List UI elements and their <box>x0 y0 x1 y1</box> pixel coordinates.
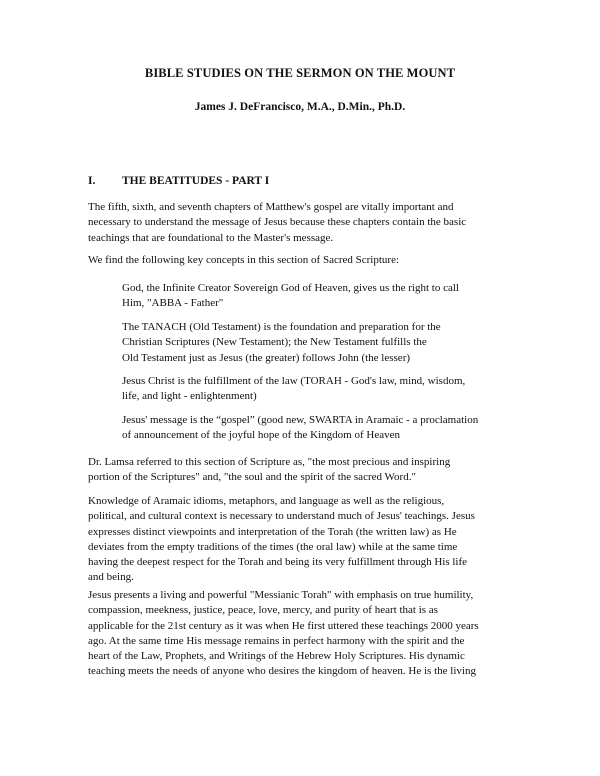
concept-item <box>122 281 522 312</box>
paragraph-line: We find the following key concepts in this section of Sacred Scripture: <box>88 254 400 266</box>
document-title: BIBLE STUDIES ON THE SERMON ON THE MOUNT <box>144 66 456 80</box>
concept-item <box>122 374 522 405</box>
paragraph-line: and being. <box>88 571 134 584</box>
concept-item <box>122 320 522 366</box>
paragraph-messianic-torah <box>88 588 528 680</box>
paragraph-line: teachings that are foundational to the Master's message. <box>88 231 334 244</box>
paragraph-line: Knowledge of Aramaic idioms, metaphors, and language as well as the religious, <box>88 495 445 507</box>
paragraph-line: teaching meets the needs of anyone who desires the kingdom of heaven. He is the living <box>88 665 476 678</box>
paragraph-line: necessary to understand the message of Jesus because these chapters contain the basic <box>88 216 467 229</box>
paragraph-line: God, the Infinite Creator Sovereign God of Heaven, gives us the right to call <box>122 282 459 294</box>
section-title: THE BEATITUDES - PART I <box>122 175 270 187</box>
paragraph-line: having the deepest respect for the Torah and being its very fulfillment through His life <box>88 556 468 569</box>
paragraph-line: Him, "ABBA - Father" <box>122 297 224 310</box>
paragraph-line: of announcement of the joyful hope of the Kingdom of Heaven <box>122 429 400 442</box>
paragraph-line: Jesus Christ is the fulfillment of the law (TORAH - God's law, mind, wisdom, <box>122 375 466 387</box>
paragraph-line: portion of the Scriptures" and, "the soul and the spirit of the sacred Word." <box>88 471 416 484</box>
paragraph-aramaic <box>88 494 528 586</box>
paragraph-line: Jesus presents a living and powerful "Messianic Torah" with emphasis on true humility, <box>88 589 474 601</box>
document-author: James J. DeFrancisco, M.A., D.Min., Ph.D. <box>194 101 406 113</box>
paragraph-line: deviates from the empty traditions of the times (the oral law) while at the same time <box>88 540 458 553</box>
paragraph-line: Christian Scriptures (New Testament); the New Testament fulfills the <box>122 336 427 349</box>
paragraph-line: expresses distinct viewpoints and interpretation of the Torah (the written law) as He <box>88 525 457 538</box>
paragraph-key-concepts <box>88 253 528 268</box>
paragraph-line: Jesus' message is the “gospel” (good new, SWARTA in Aramaic - a proclamation <box>122 414 479 426</box>
paragraph-line: heart of the Law, Prophets, and Writings of the Hebrew Holy Scriptures. His dynamic <box>88 650 465 663</box>
paragraph-lamsa <box>88 455 528 486</box>
paragraph-line: applicable for the 21st century as it was when He first uttered these teachings 2000 years <box>88 619 479 632</box>
paragraph-line: political, and cultural context is necessary to understand much of Jesus' teachings. Jesus <box>88 510 475 523</box>
section-number: I. <box>88 175 96 187</box>
section-heading <box>88 175 269 187</box>
paragraph-intro <box>88 200 528 246</box>
concept-item <box>122 413 522 444</box>
paragraph-line: life, and light - enlightenment) <box>122 390 257 403</box>
paragraph-line: Old Testament just as Jesus (the greater) follows John (the lesser) <box>122 351 411 364</box>
paragraph-line: compassion, meekness, justice, peace, love, mercy, and purity of heart that is as <box>88 604 438 617</box>
paragraph-line: The fifth, sixth, and seventh chapters of Matthew's gospel are vitally important and <box>88 201 454 213</box>
paragraph-line: The TANACH (Old Testament) is the foundation and preparation for the <box>122 321 441 333</box>
paragraph-line: Dr. Lamsa referred to this section of Scripture as, "the most precious and inspiring <box>88 456 451 468</box>
paragraph-line: ago. At the same time His message remains in perfect harmony with the spirit and the <box>88 634 465 647</box>
